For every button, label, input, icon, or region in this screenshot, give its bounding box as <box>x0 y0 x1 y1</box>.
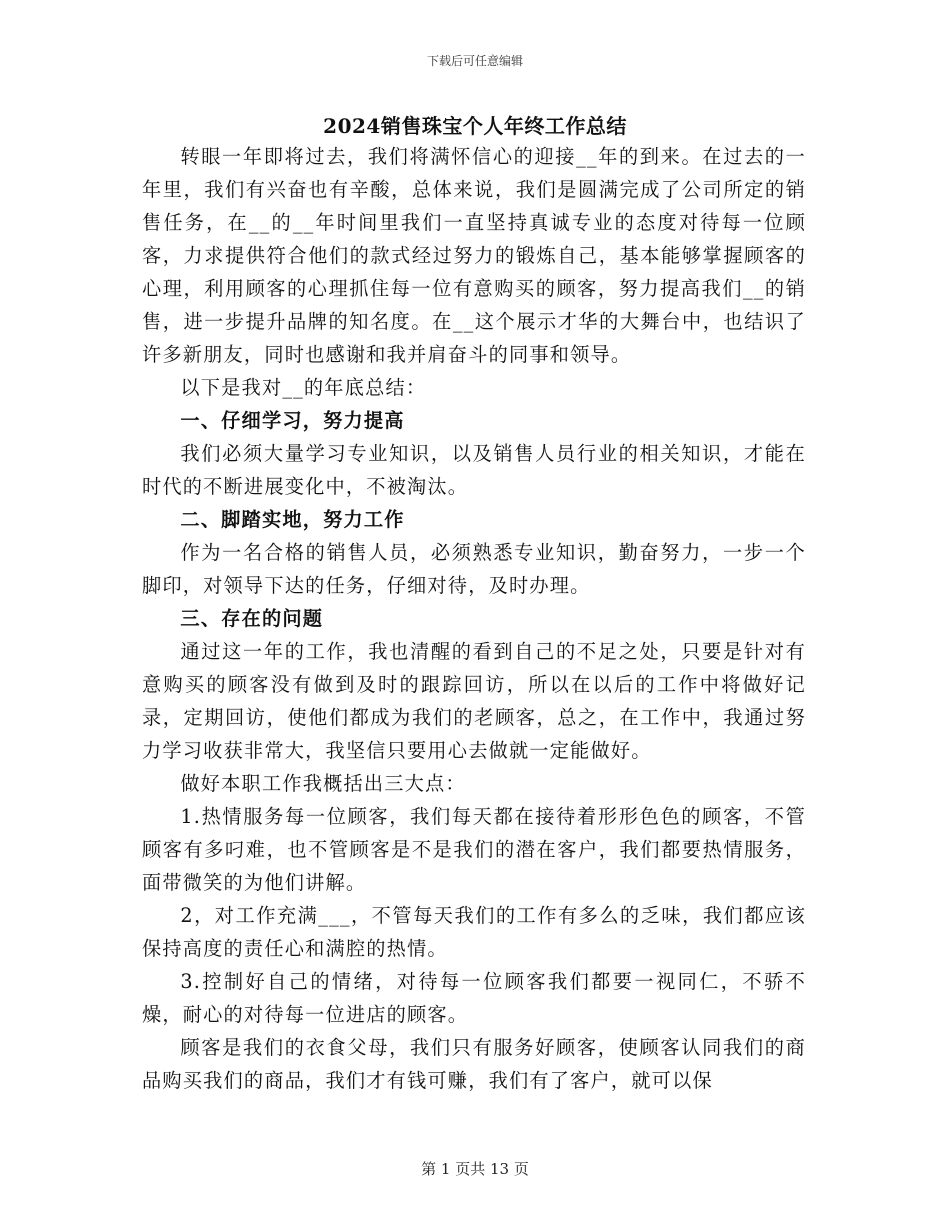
paragraph-three-points-lead: 做好本职工作我概括出三大点： <box>180 772 466 795</box>
paragraph-customers: 顾客是我们的衣食父母，我们只有服务好顾客，使顾客认同我们的商品购买我们的商品，我们才有钱可赚，我们有了客户，就可以保 <box>142 1036 806 1092</box>
list-item-3: 3.控制好自己的情绪，对待每一位顾客我们都要一视同仁，不骄不燥，耐心的对待每一位进店的顾客。 <box>142 970 806 1026</box>
list-item-1: 1.热情服务每一位顾客，我们每天都在接待着形形色色的顾客，不管顾客有多叼难，也不管顾客是不是我们的潜在客户，我们都要热情服务，面带微笑的为他们讲解。 <box>142 805 806 894</box>
document-title: 2024销售珠宝个人年终工作总结 <box>323 114 627 138</box>
paragraph-study: 我们必须大量学习专业知识，以及销售人员行业的相关知识，才能在时代的不断进展变化中，不被淘汰。 <box>142 442 806 498</box>
paragraph-summary-lead: 以下是我对__的年底总结： <box>180 376 427 399</box>
paragraph-work: 作为一名合格的销售人员，必须熟悉专业知识，勤奋努力，一步一个脚印，对领导下达的任务，仔细对待，及时办理。 <box>142 541 806 597</box>
section-heading-2: 二、脚踏实地，努力工作 <box>180 508 405 531</box>
section-heading-3: 三、存在的问题 <box>180 607 324 630</box>
section-heading-1: 一、仔细学习，努力提高 <box>180 409 405 432</box>
page-header: 下载后可任意编辑 <box>426 54 523 68</box>
document-body <box>142 140 806 1097</box>
paragraph-intro: 转眼一年即将过去，我们将满怀信心的迎接__年的到来。在过去的一年里，我们有兴奋也有辛酸，总体来说，我们是圆满完成了公司所定的销售任务，在__的__年时间里我们一直坚持真诚专业的态度对待每一位顾客，力求提供符合他们的款式经过努力的锻炼自己，基本能够掌握顾客的心理，利用顾客的心理抓住每一位有意购买的顾客，努力提高我们__的销售，进一步提升品牌的知名度。在__这个展示才华的大舞台中，也结识了许多新朋友，同时也感谢和我并肩奋斗的同事和领导。 <box>142 145 806 366</box>
paragraph-problems: 通过这一年的工作，我也清醒的看到自己的不足之处，只要是针对有意购买的顾客没有做到及时的跟踪回访，所以在以后的工作中将做好记录，定期回访，使他们都成为我们的老顾客，总之，在工作中，我通过努力学习收获非常大，我坚信只要用心去做就一定能做好。 <box>142 640 806 762</box>
list-item-2: 2，对工作充满___，不管每天我们的工作有多么的乏味，我们都应该保持高度的责任心和满腔的热情。 <box>142 904 806 960</box>
page-footer: 第 1 页共 13 页 <box>421 1160 529 1178</box>
